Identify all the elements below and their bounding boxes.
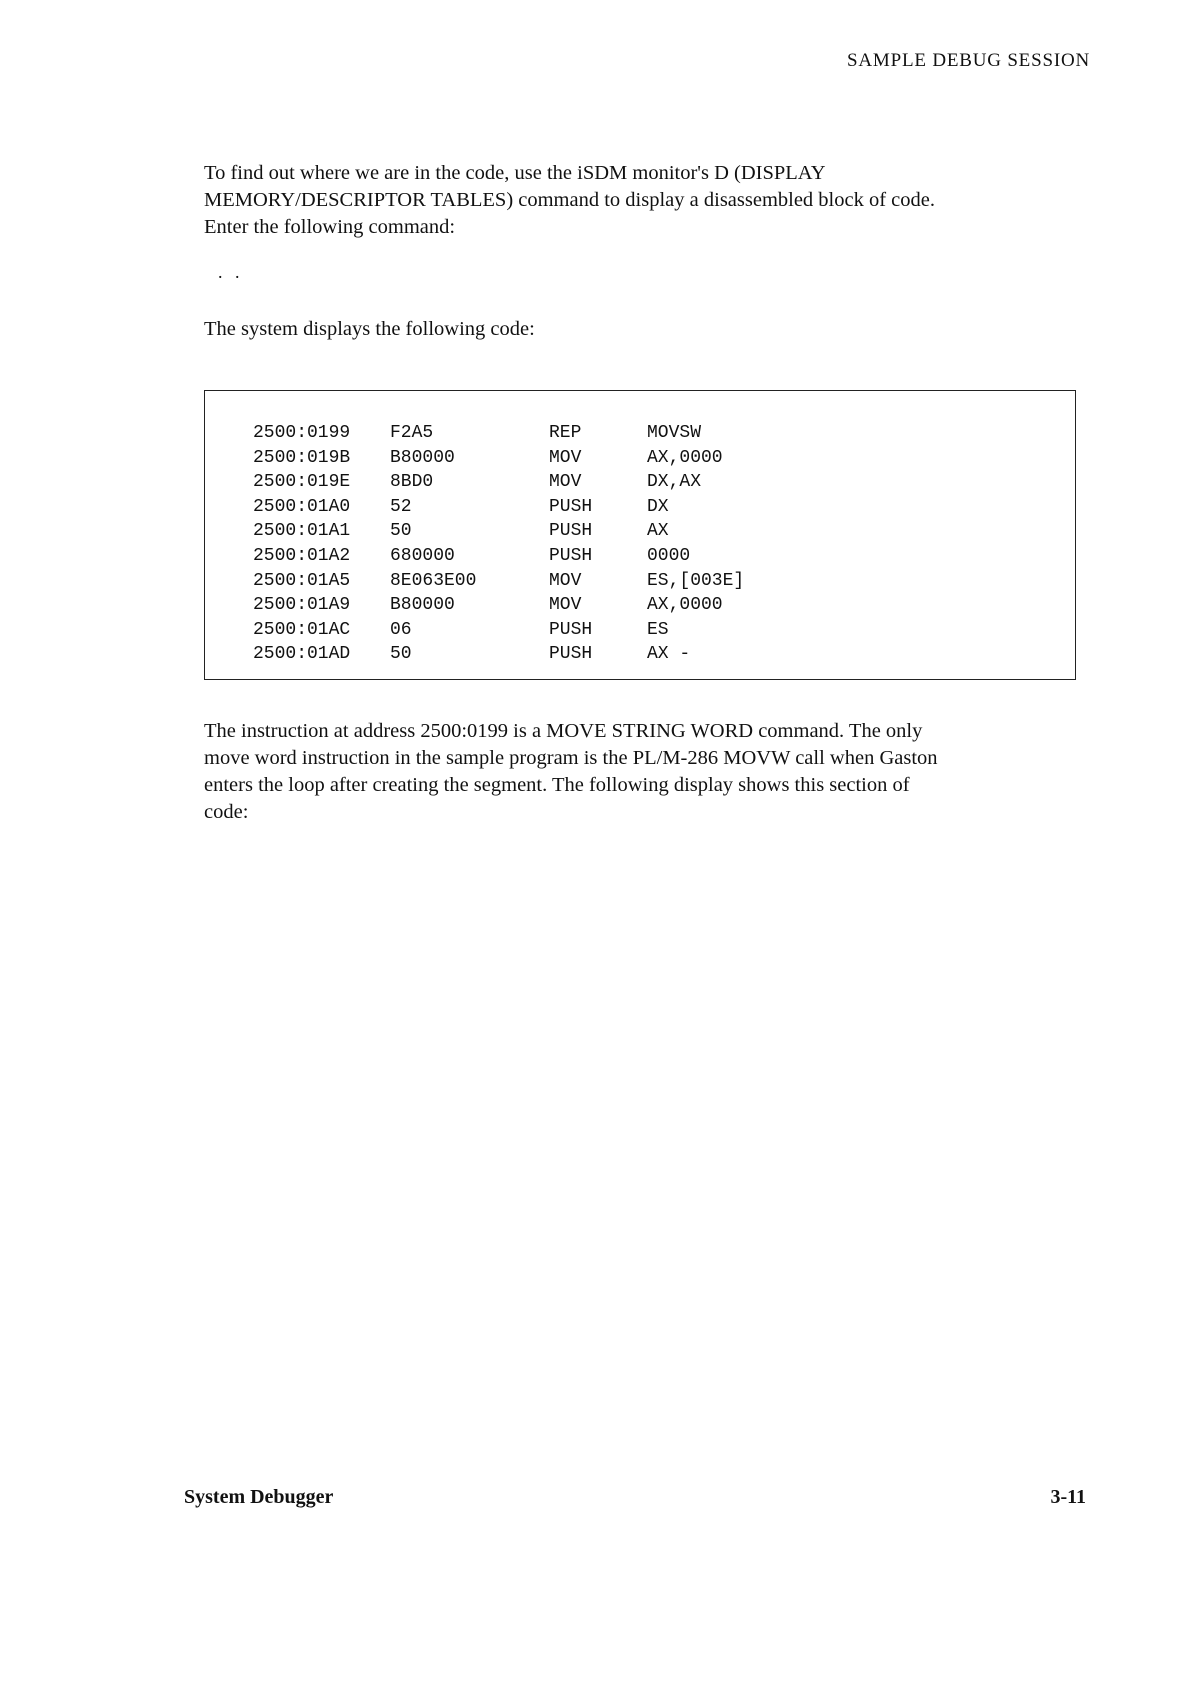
intro-paragraph — [204, 160, 1084, 241]
hex-cell: 06 — [390, 619, 412, 640]
explanation-line: code: — [204, 801, 249, 823]
code-row — [253, 421, 847, 446]
code-row — [253, 446, 847, 471]
displays-line: The system displays the following code: — [204, 318, 535, 340]
code-row — [253, 495, 847, 520]
command-entry: . . — [218, 262, 244, 282]
address-cell: 2500:019B — [253, 447, 351, 468]
hex-cell: 8BD0 — [390, 472, 434, 493]
hex-cell: 50 — [390, 521, 412, 542]
operand-cell: DX — [647, 496, 669, 517]
mnemonic-cell: PUSH — [549, 521, 593, 542]
code-row — [253, 544, 847, 569]
intro-line: To find out where we are in the code, use the iSDM monitor's D (DISPLAY — [204, 162, 826, 184]
explanation-line: move word instruction in the sample program is the PL/M-286 MOVW call when Gaston — [204, 747, 938, 769]
mnemonic-cell: MOV — [549, 447, 582, 468]
explanation-line: enters the loop after creating the segment. The following display shows this section of — [204, 774, 910, 796]
address-cell: 2500:01AD — [253, 644, 351, 665]
operand-cell: ES — [647, 619, 669, 640]
hex-cell: 8E063E00 — [390, 570, 477, 591]
address-cell: 2500:0199 — [253, 423, 351, 443]
mnemonic-cell: MOV — [549, 595, 582, 616]
operand-cell: DX,AX — [647, 472, 702, 493]
address-cell: 2500:01A2 — [253, 545, 351, 566]
explanation-paragraph — [204, 718, 1084, 826]
mnemonic-cell: MOV — [549, 472, 582, 493]
operand-cell: AX - — [647, 644, 691, 665]
code-row — [253, 618, 847, 643]
mnemonic-cell: PUSH — [549, 619, 593, 640]
intro-line: MEMORY/DESCRIPTOR TABLES) command to display a disassembled block of code. — [204, 189, 936, 211]
address-cell: 2500:01A5 — [253, 570, 351, 591]
mnemonic-cell: MOV — [549, 570, 582, 591]
hex-cell: B80000 — [390, 595, 455, 616]
address-cell: 2500:019E — [253, 472, 351, 493]
hex-cell: 50 — [390, 644, 412, 665]
footer-page-number: 3-11 — [1050, 1486, 1086, 1508]
hex-cell: F2A5 — [390, 423, 434, 443]
displays-text — [204, 316, 1084, 343]
address-cell: 2500:01AC — [253, 619, 351, 640]
code-row — [253, 569, 847, 594]
address-cell: 2500:01A9 — [253, 595, 351, 616]
explanation-line: The instruction at address 2500:0199 is a MOVE STRING WORD command. The only — [204, 720, 923, 742]
footer-manual-title: System Debugger — [184, 1486, 334, 1508]
hex-cell: B80000 — [390, 447, 455, 468]
operand-cell: 0000 — [647, 545, 691, 566]
address-cell: 2500:01A0 — [253, 496, 351, 517]
disassembly-table — [253, 421, 847, 667]
operand-cell: AX,0000 — [647, 447, 723, 468]
disassembly-body — [253, 421, 847, 667]
mnemonic-cell: PUSH — [549, 545, 593, 566]
hex-cell: 680000 — [390, 545, 455, 566]
hex-cell: 52 — [390, 496, 412, 517]
code-row — [253, 519, 847, 544]
mnemonic-cell: PUSH — [549, 644, 593, 665]
operand-cell: AX,0000 — [647, 595, 723, 616]
intro-line: Enter the following command: — [204, 216, 456, 238]
mnemonic-cell: PUSH — [549, 496, 593, 517]
operand-cell: AX — [647, 521, 669, 542]
running-header: SAMPLE DEBUG SESSION — [847, 50, 1090, 71]
operand-cell: ES,[003E] — [647, 570, 745, 591]
code-listing-box — [204, 390, 1076, 680]
code-row — [253, 593, 847, 618]
code-row — [253, 470, 847, 495]
operand-cell: MOVSW — [647, 423, 702, 443]
address-cell: 2500:01A1 — [253, 521, 351, 542]
code-row — [253, 642, 847, 667]
mnemonic-cell: REP — [549, 423, 582, 443]
